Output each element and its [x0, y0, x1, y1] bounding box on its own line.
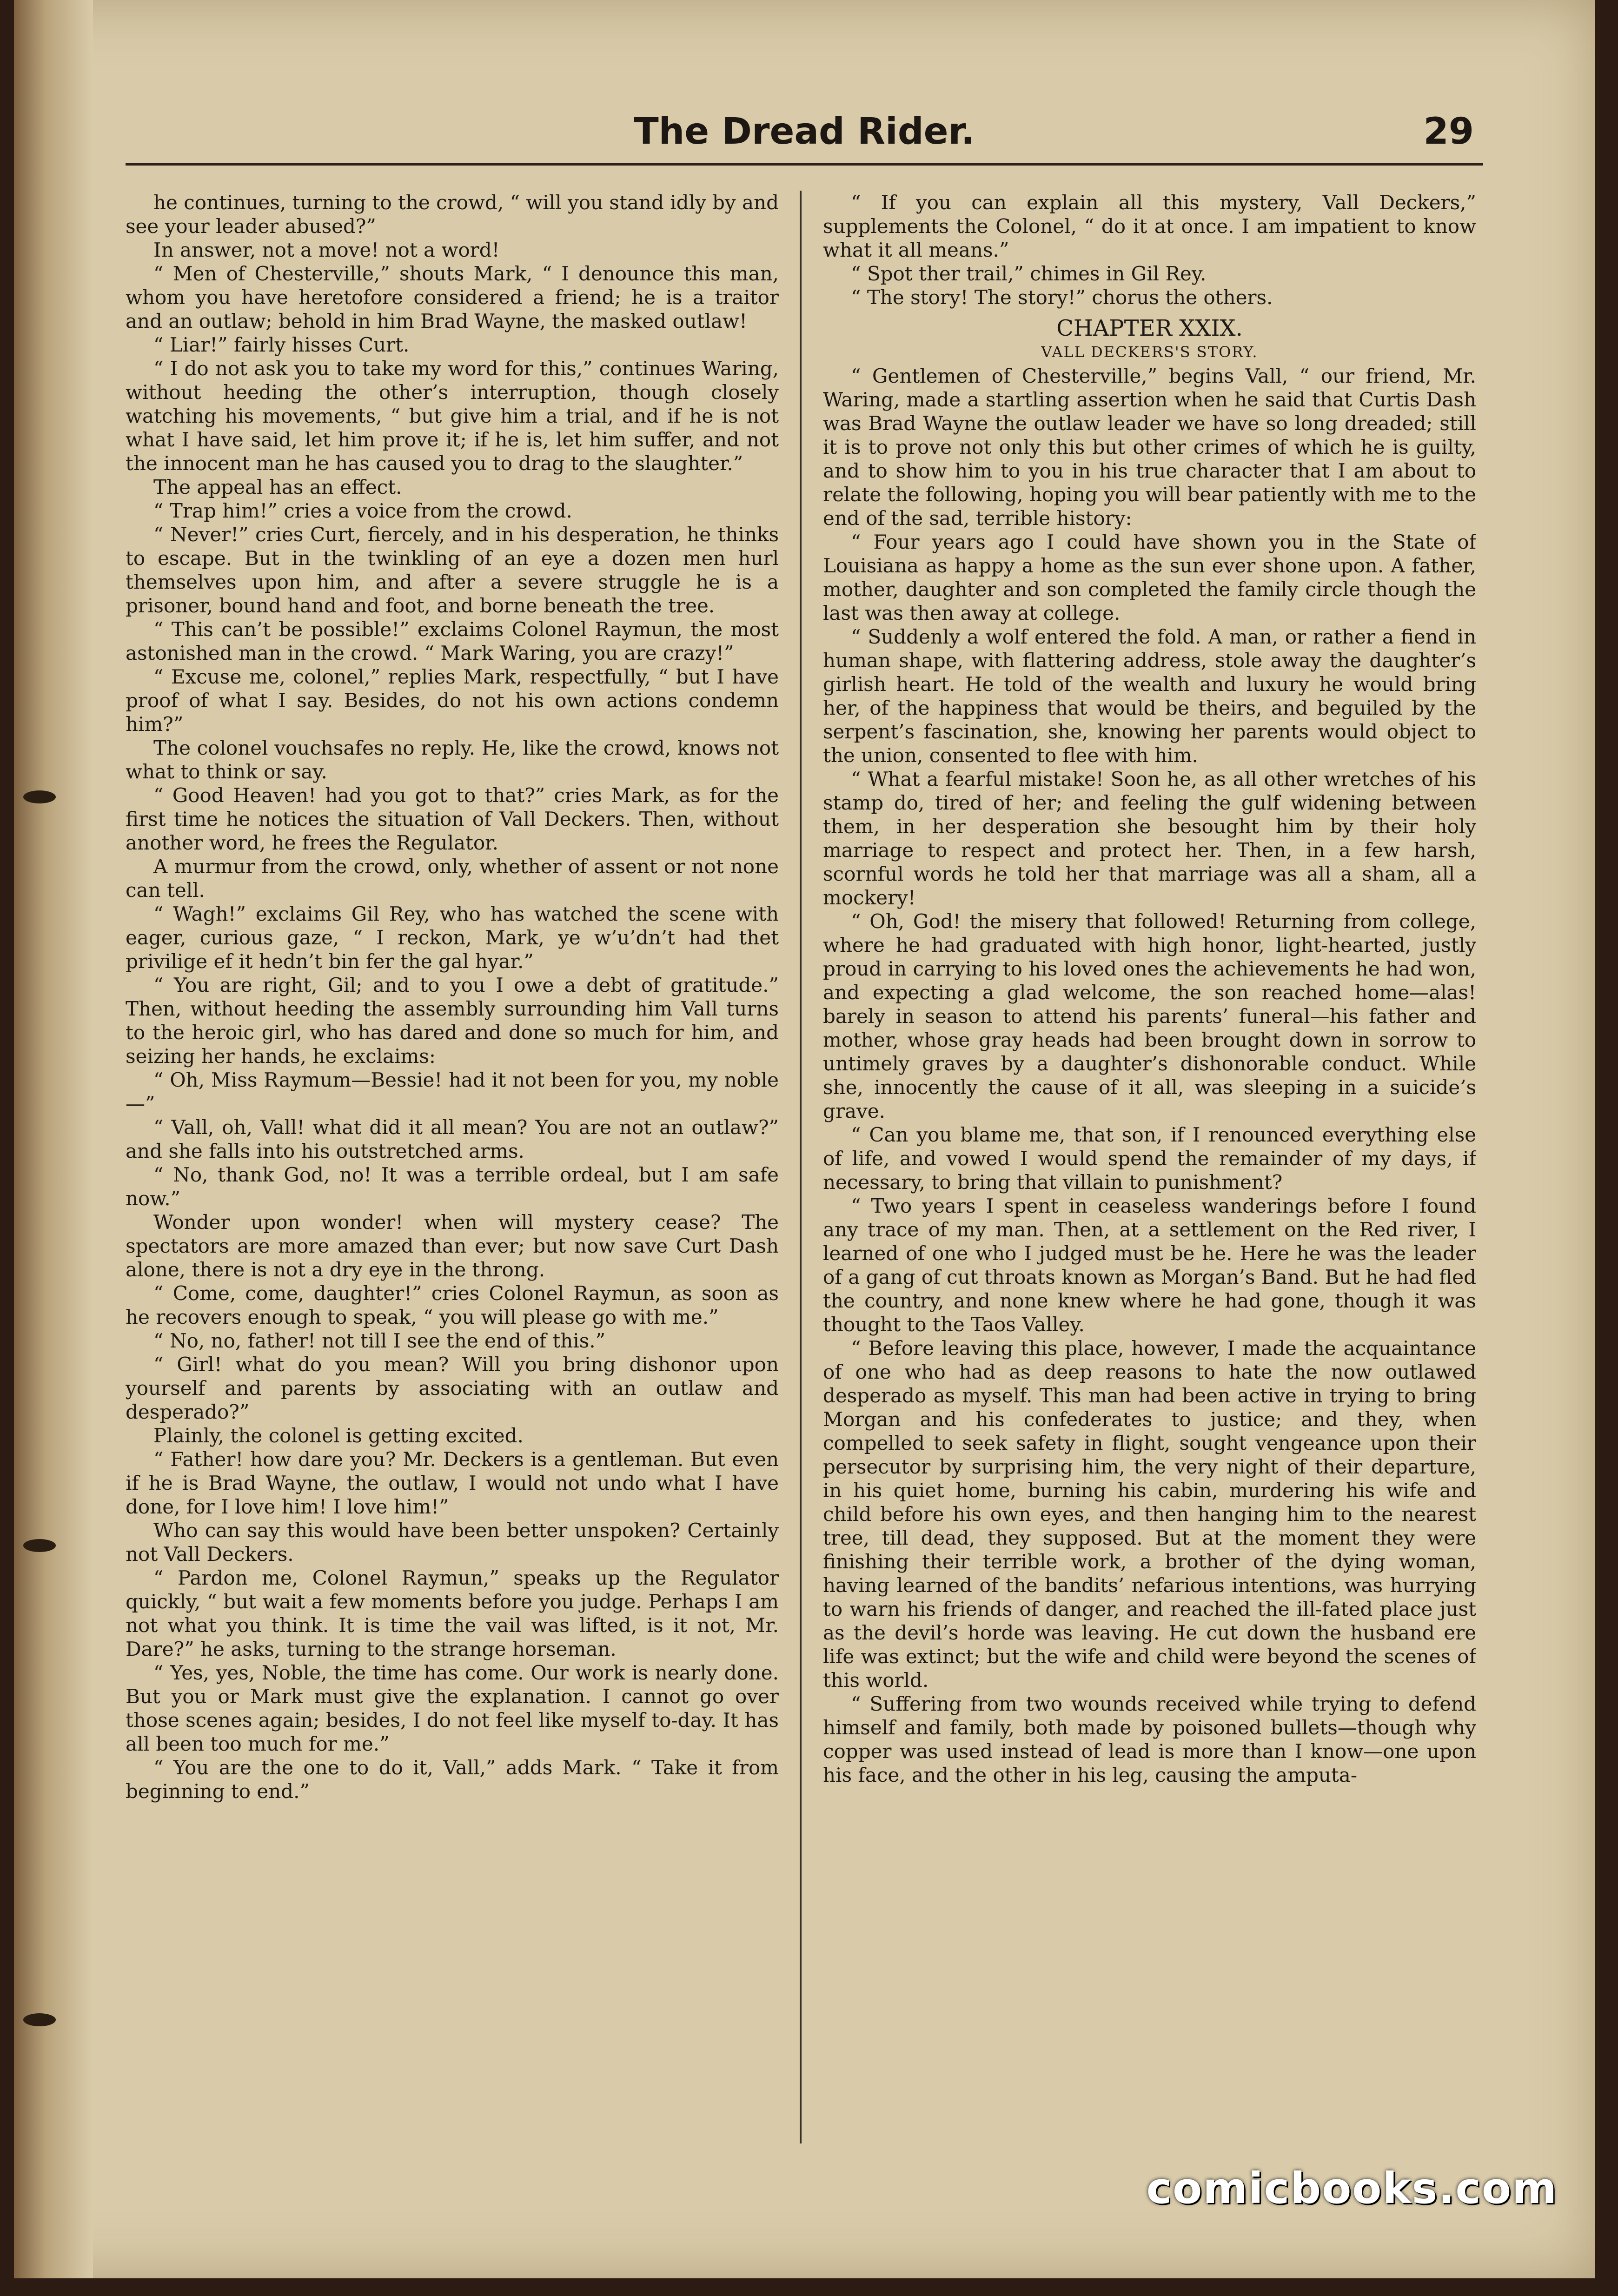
paragraph: “ Before leaving this place, however, I made the acquaintance of one who had as deep reasons to hate the now outlawed desperado as myself. This man had been active in trying to bring Morgan and his confederates to justice; and they, when compelled to seek safety in flight, sought vengeance upon their persecutor by surprising him, the very night of their departure, in his quiet home, burning his cabin, murdering his wife and child before his own eyes, and then hanging him to the nearest tree, till dead, they supposed. But at the moment they were finishing their terrible work, a brother of the dying woman, having learned of the bandits’ nefarious intentions, was hurrying to warn his friends of danger, and reached the ill-fated place just as the devil’s horde was leaving. He cut down the husband ere life was extinct; but the wife and child were beyond the scenes of this world.	[823, 1337, 1476, 1692]
running-title: The Dread Rider.	[634, 111, 975, 153]
right-column	[823, 191, 1476, 2134]
paragraph: “ If you can explain all this mystery, Vall Deckers,” supplements the Colonel, “ do it at once. I am impatient to know what it all means.”	[823, 191, 1476, 261]
paragraph: “ Excuse me, colonel,” replies Mark, respectfully, “ but I have proof of what I say. Besides, do not his own actions condemn him?”	[126, 665, 779, 736]
paragraph: “ Good Heaven! had you got to that?” cries Mark, as for the first time he notices the situation of Vall Deckers. Then, without another word, he frees the Regulator.	[126, 784, 779, 854]
paragraph: “ Wagh!” exclaims Gil Rey, who has watched the scene with eager, curious gaze, “ I reckon, Mark, ye w’u’dn’t had thet privilige ef it hedn’t bin fer the gal hyar.”	[126, 902, 779, 973]
paragraph: “ The story! The story!” chorus the others.	[851, 286, 1273, 309]
paragraph: “ Come, come, daughter!” cries Colonel Raymun, as soon as he recovers enough to speak, “ you will please go with me.”	[126, 1282, 779, 1328]
paragraph: “ Vall, oh, Vall! what did it all mean? You are not an outlaw?” and she falls into his outstretched arms.	[126, 1116, 779, 1162]
paragraph: “ Suffering from two wounds received while trying to defend himself and family, both made by poisoned bullets—though why copper was used instead of lead is more than I know—one upon his face, and the other in his leg, causing the amputa-	[823, 1692, 1476, 1786]
paragraph: “ Liar!” fairly hisses Curt.	[153, 333, 410, 356]
watermark: comicbooks.com	[1146, 2163, 1558, 2213]
book-page	[14, 0, 1595, 2278]
paragraph: “ I do not ask you to take my word for this,” continues Waring, without heeding the other’s interruption, though closely watching his movements, “ but give him a trial, and if he is not what I have said, let him prove it; if he is, let him suffer, and not the innocent man he has caused you to drag to the slaughter.”	[126, 357, 779, 475]
paragraph: “ Men of Chesterville,” shouts Mark, “ I denounce this man, whom you have heretofore considered a friend; he is a traitor and an outlaw; behold in him Brad Wayne, the masked outlaw!	[126, 262, 779, 332]
running-header	[126, 102, 1483, 166]
paragraph: “ You are the one to do it, Vall,” adds Mark. “ Take it from beginning to end.”	[126, 1756, 779, 1803]
paragraph: “ Spot ther trail,” chimes in Gil Rey.	[851, 262, 1207, 285]
paragraph: Who can say this would have been better unspoken? Certainly not Vall Deckers.	[126, 1519, 779, 1566]
paragraph: Plainly, the colonel is getting excited.	[153, 1424, 524, 1447]
column-rule	[800, 191, 802, 2143]
chapter-subheading: VALL DECKERS'S STORY.	[1041, 343, 1258, 361]
left-column	[126, 191, 779, 2134]
paragraph: “ Father! how dare you? Mr. Deckers is a gentleman. But even if he is Brad Wayne, the outlaw, I would not undo what I have done, for I love him! I love him!”	[126, 1448, 779, 1518]
paragraph: The colonel vouchsafes no reply. He, like the crowd, knows not what to think or say.	[126, 737, 779, 783]
paragraph: he continues, turning to the crowd, “ will you stand idly by and see your leader abused?”	[126, 191, 779, 238]
paragraph: “ Suddenly a wolf entered the fold. A man, or rather a fiend in human shape, with flattering address, stole away the daughter’s girlish heart. He told of the wealth and luxury he would bring her, of the happiness that would be theirs, and beguiled by the serpent’s fascination, she, knowing her parents would object to the union, consented to flee with him.	[823, 625, 1476, 767]
paragraph: “ Oh, Miss Raymum—Bessie! had it not been for you, my noble—”	[126, 1068, 779, 1115]
paragraph: In answer, not a move! not a word!	[153, 239, 500, 261]
paragraph: “ Gentlemen of Chesterville,” begins Vall, “ our friend, Mr. Waring, made a startling assertion when he said that Curtis Dash was Brad Wayne the outlaw leader we have so long dreaded; still it is to prove not only this but other crimes of which he is guilty, and to show him to you in his true character that I am about to relate the following, hoping you will bear patiently with me to the end of the sad, terrible history:	[823, 365, 1476, 530]
paragraph: A murmur from the crowd, only, whether of assent or not none can tell.	[126, 855, 779, 902]
paragraph: “ This can’t be possible!” exclaims Colonel Raymun, the most astonished man in the crowd. “ Mark Waring, you are crazy!”	[126, 618, 779, 664]
paragraph: “ Trap him!” cries a voice from the crowd.	[153, 499, 572, 522]
paragraph: “ Never!” cries Curt, fiercely, and in his desperation, he thinks to escape. But in the twinkling of an eye a dozen men hurl themselves upon him, and after a severe struggle he is a prisoner, bound hand and foot, and borne beneath the tree.	[126, 523, 779, 617]
paragraph: “ What a fearful mistake! Soon he, as all other wretches of his stamp do, tired of her; and feeling the gulf widening between them, in her desperation she besought him by their holy marriage to respect and protect her. Then, in a few harsh, scornful words he told her that marriage was all a sham, all a mockery!	[823, 768, 1476, 909]
binding-stitch	[23, 2013, 56, 2026]
binding-stitch	[23, 1539, 56, 1552]
binding-stitch	[23, 790, 56, 803]
paragraph: “ Can you blame me, that son, if I renounced everything else of life, and vowed I would spend the remainder of my days, if necessary, to bring that villain to punishment?	[823, 1123, 1476, 1194]
paragraph: “ Oh, God! the misery that followed! Returning from college, where he had graduated with high honor, light-hearted, justly proud in carrying to his loved ones the achievements he had won, and expecting a glad welcome, the son reached home—alas! barely in season to attend his parents’ funeral—his father and mother, whose gray heads had been brought down in sorrow to untimely graves by a daughter’s dishonorable conduct. While she, innocently the cause of it all, was sleeping in a suicide’s grave.	[823, 910, 1476, 1122]
paragraph: Wonder upon wonder! when will mystery cease? The spectators are more amazed than ever; but now save Curt Dash alone, there is not a dry eye in the throng.	[126, 1211, 779, 1281]
paragraph: “ Pardon me, Colonel Raymun,” speaks up the Regulator quickly, “ but wait a few moments before you judge. Perhaps I am not what you think. It is time the vail was lifted, is it not, Mr. Dare?” he asks, turning to the strange horseman.	[126, 1566, 779, 1660]
paragraph: “ Yes, yes, Noble, the time has come. Our work is nearly done. But you or Mark must give the explanation. I cannot go over those scenes again; besides, I do not feel like myself to-day. It has all been too much for me.”	[126, 1661, 779, 1755]
page-number: 29	[1423, 111, 1474, 153]
paragraph: “ Two years I spent in ceaseless wanderings before I found any trace of my man. Then, at a settlement on the Red river, I learned of one who I judged must be he. Here he was the leader of a gang of cut throats known as Morgan’s Band. But he had fled the country, and none knew where he had gone, though it was thought to the Taos Valley.	[823, 1194, 1476, 1336]
paragraph: “ Girl! what do you mean? Will you bring dishonor upon yourself and parents by associating with an outlaw and desperado?”	[126, 1353, 779, 1423]
binding-gutter	[14, 0, 93, 2278]
paragraph: The appeal has an effect.	[153, 476, 402, 498]
paragraph: “ No, thank God, no! It was a terrible ordeal, but I am safe now.”	[126, 1163, 779, 1210]
chapter-heading: CHAPTER XXIX.	[1056, 315, 1243, 341]
paragraph: “ You are right, Gil; and to you I owe a debt of gratitude.” Then, without heeding the assembly surrounding him Vall turns to the heroic girl, who has dared and done so much for him, and seizing her hands, he exclaims:	[126, 974, 779, 1068]
paragraph: “ No, no, father! not till I see the end of this.”	[153, 1329, 606, 1352]
paragraph: “ Four years ago I could have shown you in the State of Louisiana as happy a home as the sun ever shone upon. A father, mother, daughter and son completed the family circle though the last was then away at college.	[823, 531, 1476, 624]
